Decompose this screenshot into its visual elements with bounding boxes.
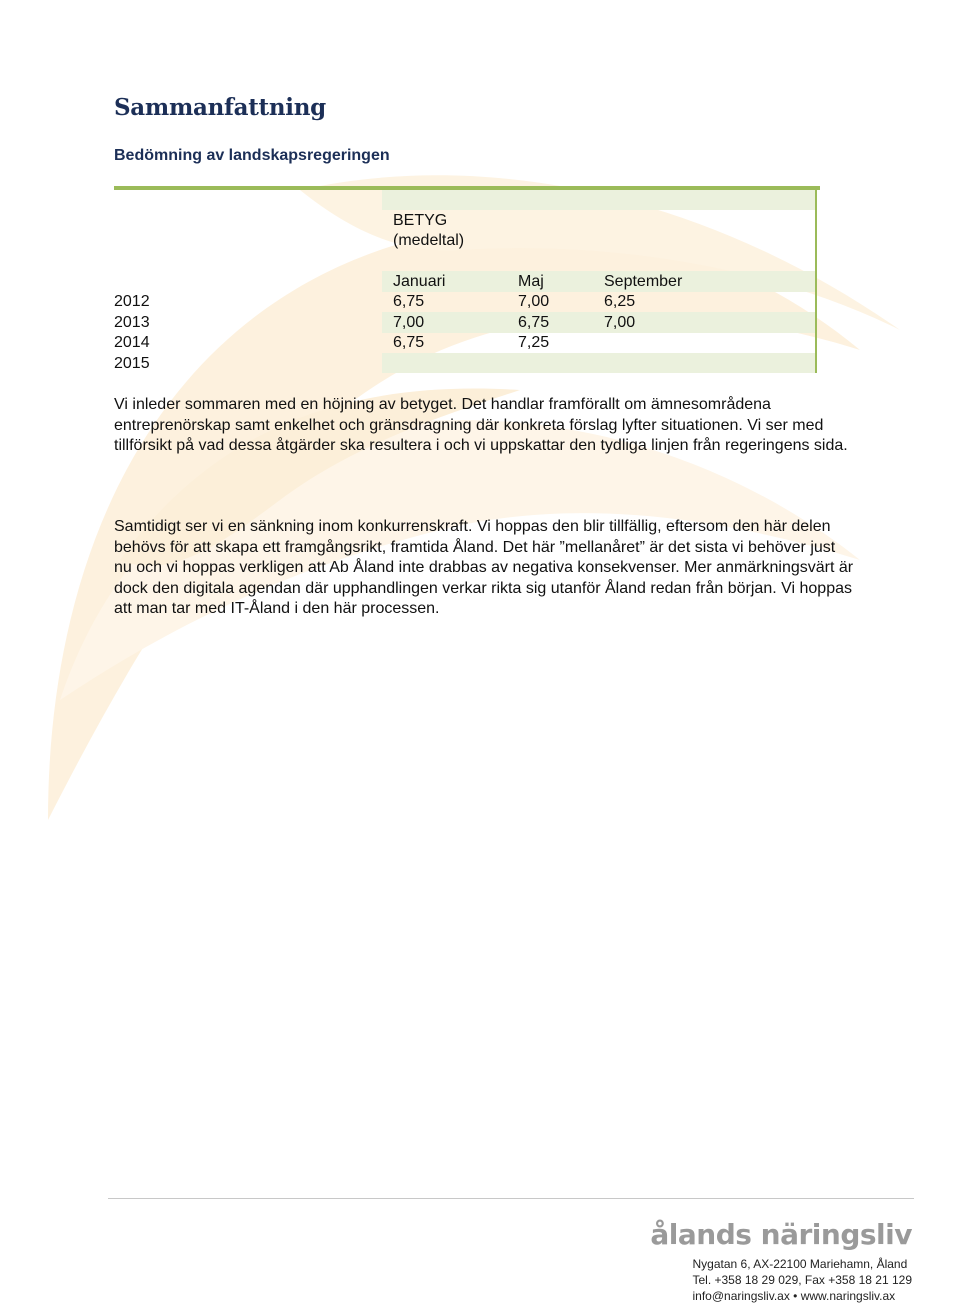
paragraph: Vi inleder sommaren med en höjning av betyget. Det handlar framförallt om ämnesområdena entreprenörskap samt enkelhet och gränsdragning där konkreta förslag lyfter situationen. Vi ser med tillförsikt på vad dessa åtgärder ska resultera i och vi uppskattar den tydliga linjen från regeringens sida. bbox=[114, 396, 848, 454]
table-cell: 6,75 bbox=[518, 314, 550, 331]
contact-line: info@naringsliv.ax • www.naringsliv.ax bbox=[692, 1289, 896, 1303]
footer-divider bbox=[108, 1198, 914, 1199]
logo-text: ålands näringsliv bbox=[650, 1218, 912, 1251]
table-cell: 6,75 bbox=[393, 293, 425, 310]
table-cell: 7,25 bbox=[518, 334, 550, 351]
paragraph: Samtidigt ser vi en sänkning inom konkurrenskraft. Vi hoppas den blir tillfällig, eftersom den här delen behövs för att skapa ett framgångsrikt, framtida Åland. Det här ”mellanåret” är det sista vi behöver just nu och vi hoppas verkligen att Ab Åland inte drabbas av negativa konsekvenser. Mer anmärkningsvärt är dock den digitala agendan där upphandlingen verkar rikta sig utanför Åland redan från början. Vi hoppas att man tar med IT-Åland i den här processen. bbox=[114, 518, 854, 617]
column-header-maj: Maj bbox=[518, 273, 544, 290]
table-cell: 7,00 bbox=[518, 293, 550, 310]
row-year: 2014 bbox=[114, 334, 150, 351]
table-cell: 7,00 bbox=[604, 314, 636, 331]
table-band bbox=[382, 353, 815, 373]
column-header-september: September bbox=[604, 273, 683, 290]
table-band bbox=[382, 190, 815, 210]
table-band bbox=[382, 312, 815, 333]
phone-line: Tel. +358 18 29 029, Fax +358 18 21 129 bbox=[692, 1273, 912, 1287]
table-cell: 6,25 bbox=[604, 293, 636, 310]
table-cell: 6,75 bbox=[393, 334, 425, 351]
company-logo bbox=[650, 1212, 912, 1256]
row-year: 2015 bbox=[114, 355, 150, 372]
section-title: Sammanfattning bbox=[114, 94, 326, 121]
table-title: Bedömning av landskapsregeringen bbox=[114, 147, 390, 164]
address-line: Nygatan 6, AX-22100 Mariehamn, Åland bbox=[692, 1257, 908, 1271]
table-cell: 7,00 bbox=[393, 314, 425, 331]
row-year: 2013 bbox=[114, 314, 150, 331]
footer-address bbox=[692, 1256, 912, 1304]
column-header-januari: Januari bbox=[393, 273, 446, 290]
row-year: 2012 bbox=[114, 293, 150, 310]
table-band bbox=[382, 271, 815, 292]
table-header: BETYG (medeltal) bbox=[393, 212, 465, 249]
table-right-border bbox=[815, 190, 817, 373]
